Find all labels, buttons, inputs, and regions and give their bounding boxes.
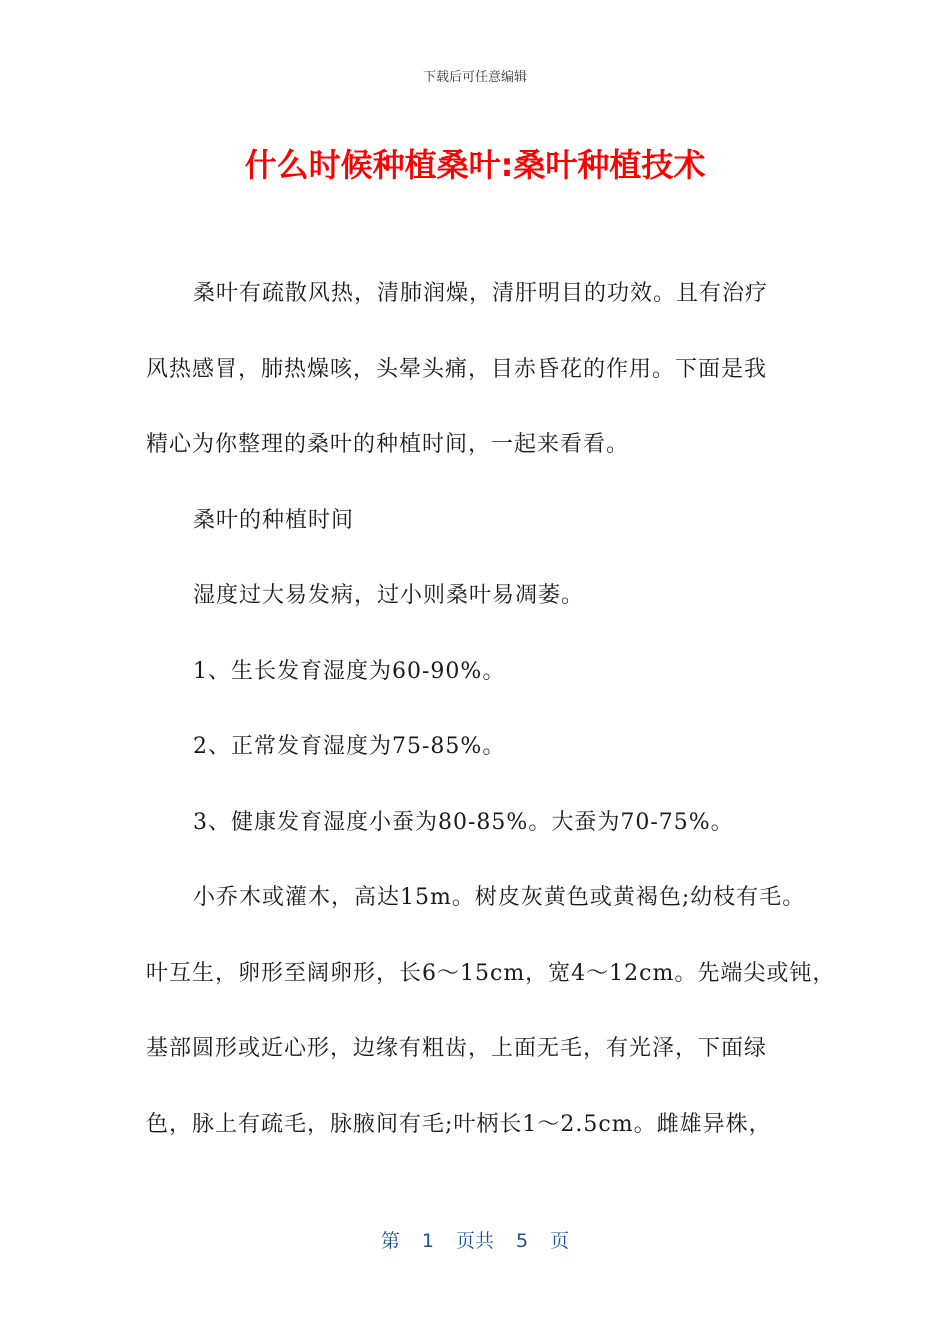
- page-footer: [0, 1226, 950, 1253]
- text-line: 桑叶有疏散风热，清肺润燥，清肝明目的功效。且有治疗: [193, 281, 769, 306]
- header-note: 下载后可任意编辑: [422, 70, 527, 85]
- footer-total-pages: 5: [516, 1230, 529, 1252]
- text-line: 基部圆形或近心形，边缘有粗齿，上面无毛，有光泽，下面绿: [146, 1036, 768, 1061]
- text-line: 3、健康发育湿度小蚕为80-85%。大蚕为70-75%。: [193, 809, 734, 835]
- text-line: 小乔木或灌木，高达15m。树皮灰黄色或黄褐色;幼枝有毛。: [193, 885, 806, 910]
- footer-page-suffix: 页: [550, 1230, 570, 1252]
- footer-page-prefix: 第: [380, 1230, 400, 1252]
- text-line: 2、正常发育湿度为75-85%。: [193, 734, 506, 759]
- text-line: 湿度过大易发病，过小则桑叶易凋萎。: [193, 583, 585, 608]
- text-line: 风热感冒，肺热燥咳，头晕头痛，目赤昏花的作用。下面是我: [146, 356, 768, 382]
- text-line: 1、生长发育湿度为60-90%。: [193, 658, 506, 684]
- text-line: 精心为你整理的桑叶的种植时间，一起来看看。: [146, 432, 630, 457]
- text-line: 叶互生，卵形至阔卵形，长6～15cm，宽4～12cm。先端尖或钝，: [146, 960, 836, 986]
- body-text: [146, 266, 836, 1172]
- text-line: 色，脉上有疏毛，脉腋间有毛;叶柄长1～2.5cm。雌雄异株，: [146, 1111, 772, 1137]
- footer-page-middle: 页共: [455, 1230, 494, 1252]
- footer-page-number: 1: [421, 1230, 434, 1252]
- document-title: 什么时候种植桑叶:桑叶种植技术: [244, 146, 706, 184]
- text-line: 桑叶的种植时间: [193, 507, 355, 533]
